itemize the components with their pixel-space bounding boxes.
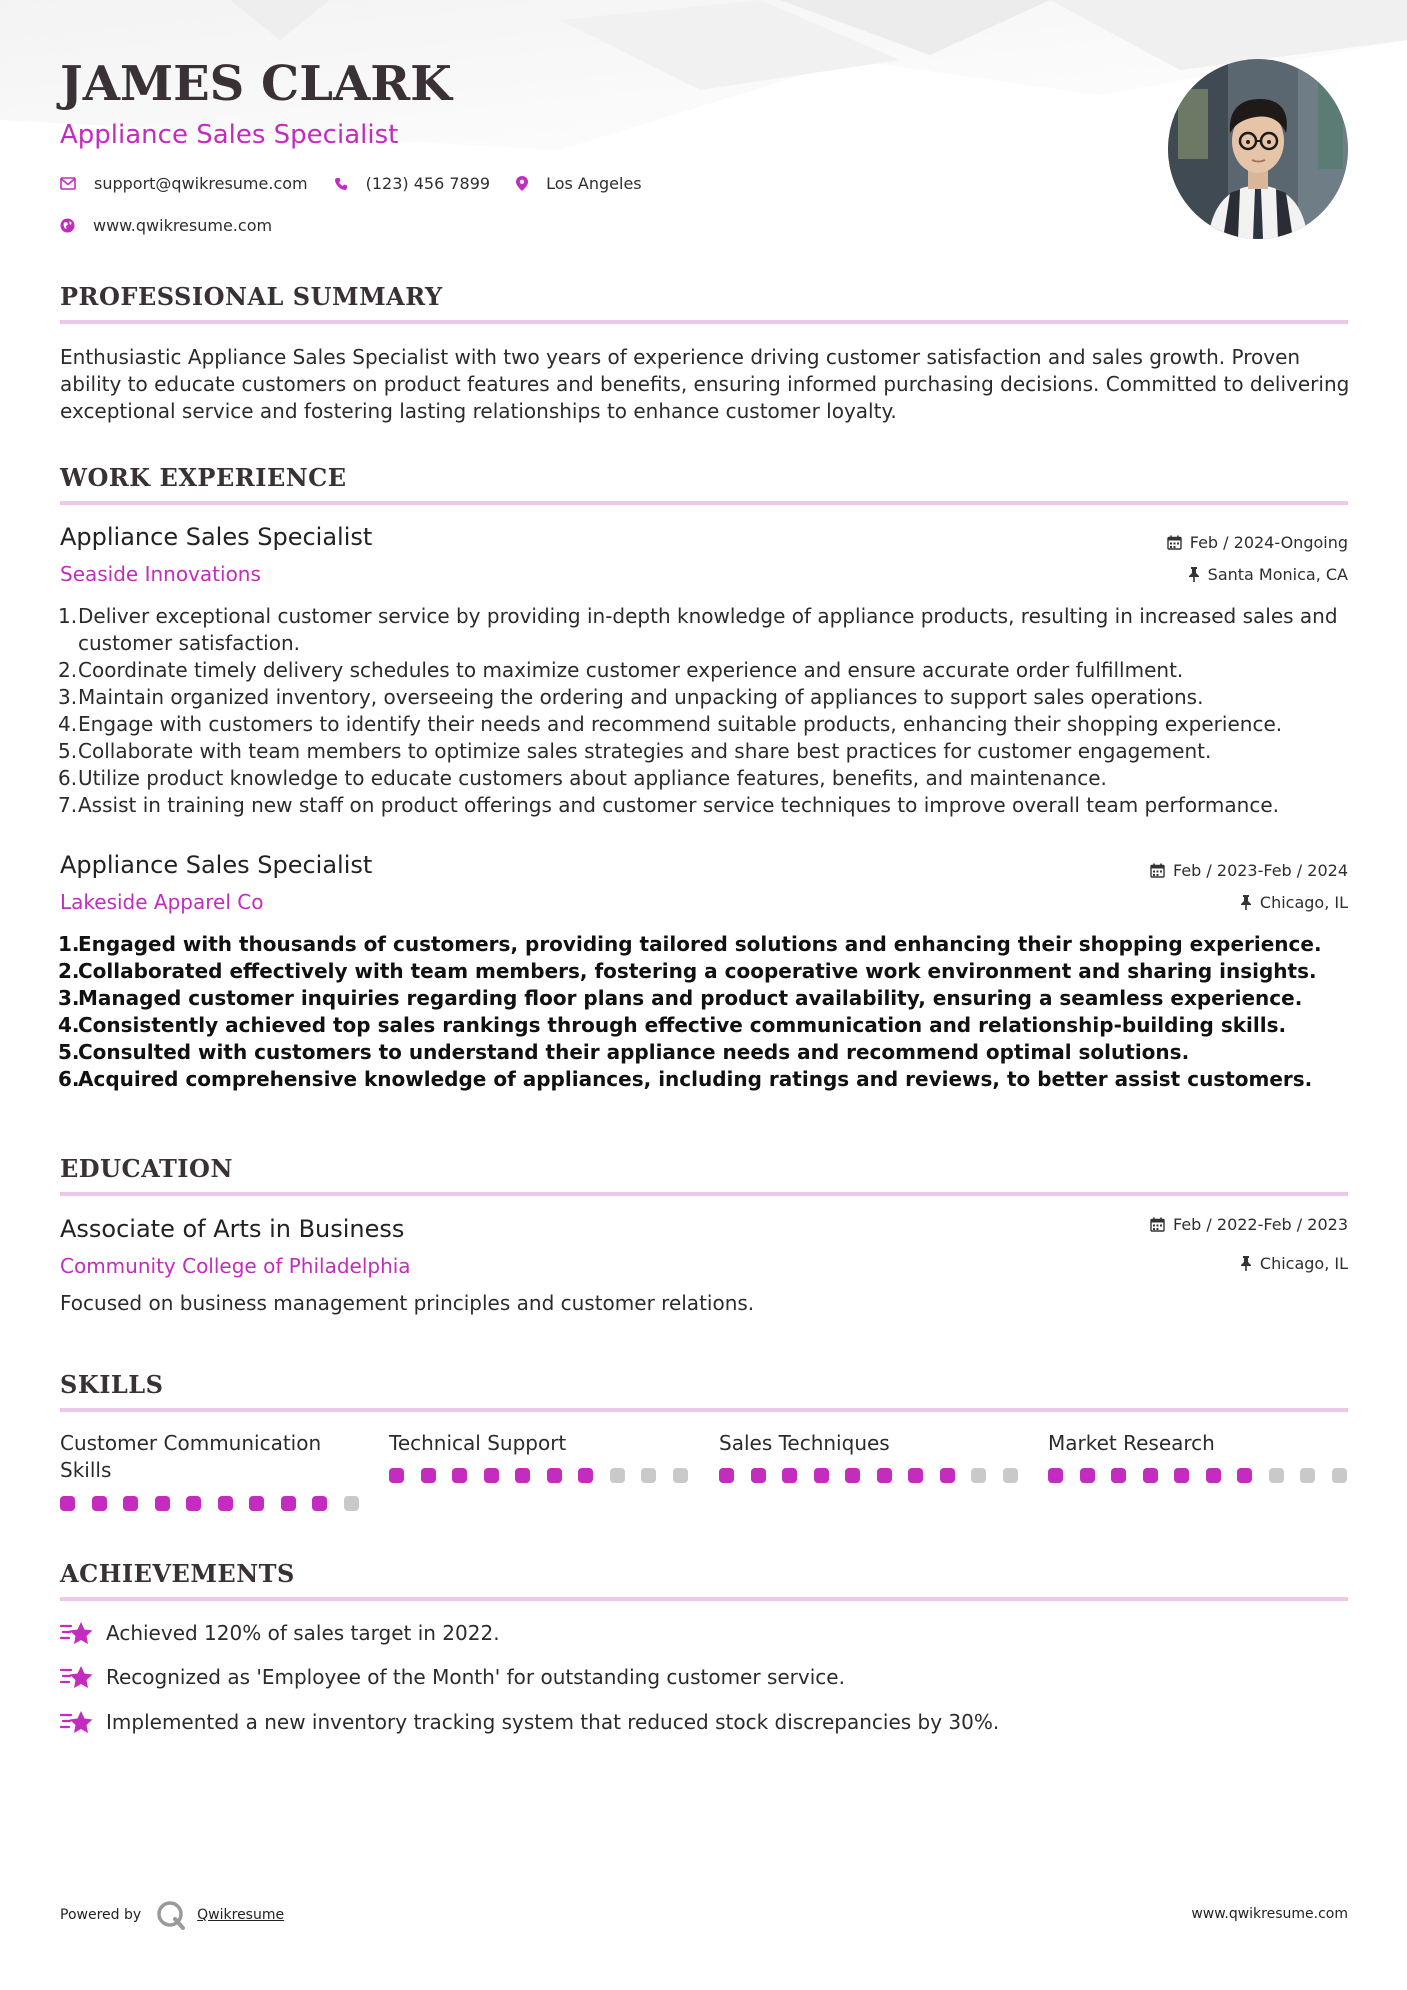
- rating-dot-empty: [1003, 1468, 1018, 1483]
- list-item: Collaborated effectively with team members, fostering a cooperative work environment and sharing insights.: [78, 959, 1317, 983]
- calendar-icon: [1150, 1217, 1165, 1232]
- email-text: support@qwikresume.com: [94, 174, 308, 193]
- job-2-role: Appliance Sales Specialist: [60, 851, 373, 879]
- rating-dot-filled: [1143, 1468, 1158, 1483]
- education-location-text: Chicago, IL: [1259, 1254, 1348, 1273]
- rating-dot-empty: [673, 1468, 688, 1483]
- skill-item-2: [389, 1430, 689, 1457]
- rating-dot-filled: [719, 1468, 734, 1483]
- skill-item-3: [719, 1430, 1019, 1457]
- rating-dot-filled: [312, 1496, 327, 1511]
- footer-powered-by: [60, 1900, 284, 1930]
- job-2-location-text: Chicago, IL: [1259, 893, 1348, 912]
- job-1-dates-text: Feb / 2024-Ongoing: [1189, 533, 1348, 552]
- job-1-dates: [1167, 533, 1348, 552]
- summary-text: Enthusiastic Appliance Sales Specialist with two years of experience driving customer satisfaction and sales growth. Proven ability to educate customers on product features and benefits, ensuring informed purchasing decisions. Committed to delivering exceptional service and fostering lasting relationships to enhance customer loyalty.: [60, 345, 1350, 423]
- experience-heading: WORK EXPERIENCE: [60, 463, 347, 492]
- job-1-location-text: Santa Monica, CA: [1207, 565, 1348, 584]
- list-item: Maintain organized inventory, overseeing the ordering and unpacking of appliances to support sales operations.: [78, 685, 1204, 709]
- skill-rating: [389, 1468, 704, 1483]
- website-text: www.qwikresume.com: [93, 216, 273, 235]
- pushpin-icon: [1240, 1256, 1252, 1271]
- footer-url[interactable]: www.qwikresume.com: [1191, 1906, 1348, 1922]
- list-item: Deliver exceptional customer service by providing in-depth knowledge of appliance products, resulting in increased sales and customer satisfaction.: [78, 604, 1338, 655]
- list-item: Consulted with customers to understand their appliance needs and recommend optimal solutions.: [78, 1040, 1190, 1064]
- rating-dot-empty: [1332, 1468, 1347, 1483]
- rating-dot-filled: [452, 1468, 467, 1483]
- education-degree: Associate of Arts in Business: [60, 1215, 405, 1243]
- rating-dot-filled: [218, 1496, 233, 1511]
- rating-dot-filled: [123, 1496, 138, 1511]
- location-text: Los Angeles: [546, 174, 642, 193]
- rating-dot-filled: [1174, 1468, 1189, 1483]
- skill-label: Customer Communication Skills: [60, 1431, 322, 1482]
- skill-item-4: [1048, 1430, 1348, 1457]
- job-1-role: Appliance Sales Specialist: [60, 523, 373, 551]
- skills-divider: [60, 1408, 1348, 1412]
- rating-dot-filled: [155, 1496, 170, 1511]
- qwikresume-logo-icon: [155, 1900, 187, 1930]
- rating-dot-filled: [877, 1468, 892, 1483]
- achievement-item-1: [60, 1620, 500, 1646]
- rating-dot-filled: [1237, 1468, 1252, 1483]
- rating-dot-filled: [281, 1496, 296, 1511]
- job-1-bullets: [60, 603, 1350, 819]
- education-divider: [60, 1192, 1348, 1196]
- rating-dot-filled: [940, 1468, 955, 1483]
- candidate-title: Appliance Sales Specialist: [60, 120, 399, 150]
- job-2-dates-text: Feb / 2023-Feb / 2024: [1173, 861, 1348, 880]
- contact-email[interactable]: [60, 174, 308, 193]
- skill-rating: [60, 1496, 375, 1511]
- skill-item-1: [60, 1430, 360, 1484]
- map-pin-icon: [516, 176, 528, 191]
- rating-dot-filled: [60, 1496, 75, 1511]
- job-1-location: [1188, 565, 1348, 584]
- education-school[interactable]: Community College of Philadelphia: [60, 1254, 411, 1278]
- job-1-company[interactable]: Seaside Innovations: [60, 562, 261, 586]
- summary-divider: [60, 320, 1348, 324]
- contact-location: [516, 174, 642, 193]
- achievement-item-3: [60, 1709, 999, 1735]
- skill-label: Sales Techniques: [719, 1431, 890, 1455]
- rating-dot-filled: [249, 1496, 264, 1511]
- rating-dot-filled: [421, 1468, 436, 1483]
- phone-icon: [334, 177, 348, 191]
- pushpin-icon: [1188, 567, 1200, 582]
- rating-dot-empty: [344, 1496, 359, 1511]
- list-item: Engage with customers to identify their needs and recommend suitable products, enhancing their shopping experience.: [78, 712, 1283, 736]
- skills-heading: SKILLS: [60, 1370, 164, 1399]
- achievement-text: Implemented a new inventory tracking system that reduced stock discrepancies by 30%.: [106, 1710, 1000, 1734]
- calendar-icon: [1150, 863, 1165, 878]
- job-2-bullets: [60, 931, 1350, 1093]
- education-dates: [1150, 1215, 1348, 1234]
- shooting-star-icon: [60, 1664, 94, 1690]
- globe-icon: [60, 218, 75, 233]
- list-item: Utilize product knowledge to educate customers about appliance features, benefits, and maintenance.: [78, 766, 1107, 790]
- rating-dot-filled: [578, 1468, 593, 1483]
- calendar-icon: [1167, 535, 1182, 550]
- achievement-text: Achieved 120% of sales target in 2022.: [106, 1621, 500, 1645]
- rating-dot-filled: [515, 1468, 530, 1483]
- list-item: Consistently achieved top sales rankings through effective communication and relationship-building skills.: [78, 1013, 1287, 1037]
- skill-rating: [719, 1468, 1034, 1483]
- powered-by-label: Powered by: [60, 1907, 142, 1923]
- summary-heading: PROFESSIONAL SUMMARY: [60, 282, 443, 311]
- experience-divider: [60, 501, 1348, 505]
- profile-photo: [1168, 59, 1348, 239]
- footer-brand-link[interactable]: Qwikresume: [197, 1907, 285, 1923]
- rating-dot-filled: [1111, 1468, 1126, 1483]
- rating-dot-filled: [92, 1496, 107, 1511]
- candidate-name: JAMES CLARK: [60, 56, 452, 112]
- contact-phone[interactable]: [334, 174, 490, 193]
- rating-dot-empty: [1269, 1468, 1284, 1483]
- phone-text: (123) 456 7899: [365, 174, 491, 193]
- contact-row-2: [60, 216, 298, 235]
- achievements-divider: [60, 1597, 1348, 1601]
- rating-dot-filled: [814, 1468, 829, 1483]
- rating-dot-filled: [547, 1468, 562, 1483]
- rating-dot-filled: [1080, 1468, 1095, 1483]
- list-item: Engaged with thousands of customers, providing tailored solutions and enhancing their shopping experience.: [78, 932, 1322, 956]
- skill-rating: [1048, 1468, 1363, 1483]
- rating-dot-empty: [610, 1468, 625, 1483]
- rating-dot-empty: [1300, 1468, 1315, 1483]
- list-item: Managed customer inquiries regarding floor plans and product availability, ensuring a seamless experience.: [78, 986, 1303, 1010]
- rating-dot-filled: [782, 1468, 797, 1483]
- pushpin-icon: [1240, 895, 1252, 910]
- shooting-star-icon: [60, 1709, 94, 1735]
- education-heading: EDUCATION: [60, 1154, 233, 1183]
- list-item: Coordinate timely delivery schedules to maximize customer experience and ensure accurate order fulfillment.: [78, 658, 1184, 682]
- list-item: Acquired comprehensive knowledge of appliances, including ratings and reviews, to better assist customers.: [78, 1067, 1313, 1091]
- job-2-dates: [1150, 861, 1348, 880]
- rating-dot-filled: [484, 1468, 499, 1483]
- rating-dot-filled: [389, 1468, 404, 1483]
- education-dates-text: Feb / 2022-Feb / 2023: [1173, 1215, 1348, 1234]
- education-location: [1240, 1254, 1348, 1273]
- achievement-item-2: [60, 1664, 845, 1690]
- skill-label: Technical Support: [389, 1431, 567, 1455]
- job-2-location: [1240, 893, 1348, 912]
- job-2-company[interactable]: Lakeside Apparel Co: [60, 890, 264, 914]
- shooting-star-icon: [60, 1620, 94, 1646]
- contact-website[interactable]: [60, 216, 272, 235]
- achievement-text: Recognized as 'Employee of the Month' for outstanding customer service.: [106, 1665, 845, 1689]
- rating-dot-filled: [751, 1468, 766, 1483]
- list-item: Assist in training new staff on product offerings and customer service techniques to improve overall team performance.: [78, 793, 1279, 817]
- rating-dot-empty: [971, 1468, 986, 1483]
- envelope-icon: [60, 177, 76, 190]
- avatar: [1168, 59, 1348, 239]
- rating-dot-filled: [908, 1468, 923, 1483]
- education-description: Focused on business management principles and customer relations.: [60, 1291, 755, 1315]
- list-item: Collaborate with team members to optimize sales strategies and share best practices for customer engagement.: [78, 739, 1212, 763]
- rating-dot-empty: [641, 1468, 656, 1483]
- rating-dot-filled: [186, 1496, 201, 1511]
- rating-dot-filled: [845, 1468, 860, 1483]
- achievements-heading: ACHIEVEMENTS: [60, 1559, 295, 1588]
- skill-label: Market Research: [1048, 1431, 1215, 1455]
- rating-dot-filled: [1048, 1468, 1063, 1483]
- contact-row-1: [60, 174, 668, 193]
- rating-dot-filled: [1206, 1468, 1221, 1483]
